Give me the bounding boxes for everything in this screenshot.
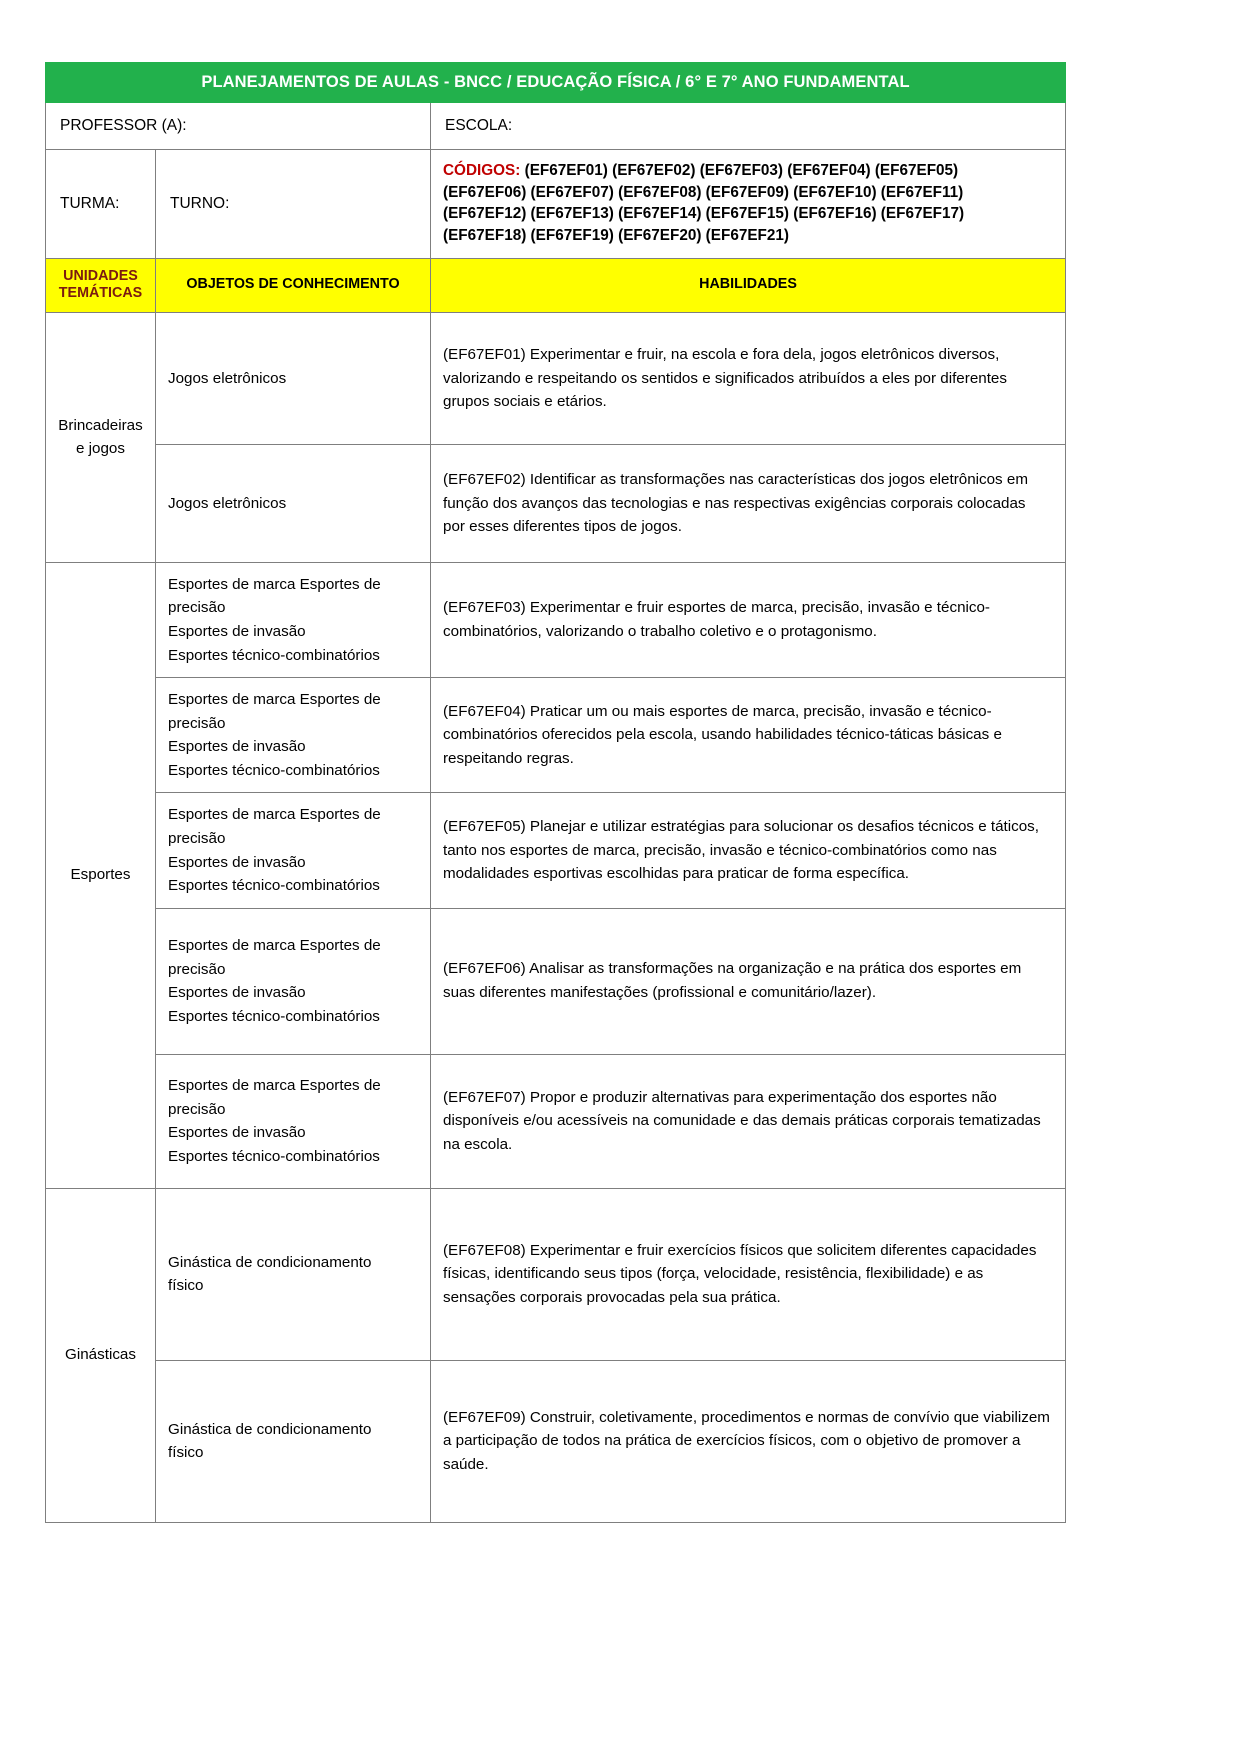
escola-label: ESCOLA: bbox=[445, 117, 513, 134]
turma-turno-codigos-row bbox=[46, 150, 1066, 259]
escola-field[interactable] bbox=[431, 103, 1066, 150]
habilidade-cell: (EF67EF02) Identificar as transformações nas características dos jogos eletrônicos em função dos avanços das tecnologias e nas respectivas exigências corporais colocadas por esses diferentes tipos de jogos. bbox=[431, 444, 1066, 562]
table-row bbox=[46, 562, 1066, 677]
objeto-line: precisão bbox=[168, 714, 226, 732]
unit-brincadeiras-e-jogos bbox=[46, 312, 156, 562]
table-row bbox=[46, 1188, 1066, 1360]
turno-field[interactable] bbox=[156, 150, 431, 259]
habilidade-cell: (EF67EF06) Analisar as transformações na organização e na prática dos esportes em suas diferentes manifestações (profissional e comunitário/lazer). bbox=[431, 908, 1066, 1054]
objeto-line: físico bbox=[168, 1444, 204, 1462]
table-row bbox=[46, 908, 1066, 1054]
unit-esportes bbox=[46, 562, 156, 1188]
habilidade-cell: (EF67EF01) Experimentar e fruir, na escola e fora dela, jogos eletrônicos diversos, valorizando e respeitando os sentidos e significados atribuídos a eles por diferentes grupos sociais e etários. bbox=[431, 312, 1066, 444]
objeto-line: Ginástica de condicionamento bbox=[168, 1253, 372, 1271]
objeto-line: Esportes de marca Esportes de bbox=[168, 575, 381, 593]
objeto-line: Esportes de invasão bbox=[168, 1124, 306, 1142]
objeto-line: Jogos eletrônicos bbox=[168, 494, 287, 512]
objeto-line: Jogos eletrônicos bbox=[168, 369, 287, 387]
unit-name-line1: Esportes bbox=[70, 866, 131, 884]
objeto-line: Esportes de marca Esportes de bbox=[168, 806, 381, 824]
header-habilidades: HABILIDADES bbox=[431, 258, 1066, 312]
habilidade-cell: (EF67EF09) Construir, coletivamente, procedimentos e normas de convívio que viabilizem a participação de todos na prática de exercícios físicos, com o objetivo de promover a saúde. bbox=[431, 1360, 1066, 1522]
table-row bbox=[46, 678, 1066, 793]
table-row bbox=[46, 444, 1066, 562]
lesson-plan-table bbox=[45, 62, 1066, 1523]
objeto-cell bbox=[156, 312, 431, 444]
habilidade-cell: (EF67EF03) Experimentar e fruir esportes de marca, precisão, invasão e técnico-combinatórios, valorizando o trabalho coletivo e o protagonismo. bbox=[431, 562, 1066, 677]
objeto-line: Esportes de marca Esportes de bbox=[168, 1077, 381, 1094]
table-row bbox=[46, 1054, 1066, 1188]
header-objetos-conhecimento: OBJETOS DE CONHECIMENTO bbox=[156, 258, 431, 312]
objeto-line: precisão bbox=[168, 960, 226, 978]
objeto-line: precisão bbox=[168, 1100, 226, 1118]
table-row bbox=[46, 312, 1066, 444]
habilidade-cell: (EF67EF04) Praticar um ou mais esportes de marca, precisão, invasão e técnico-combinatórios oferecidos pela escola, usando habilidades técnico-táticas básicas e respeitando regras. bbox=[431, 678, 1066, 793]
codigos-cell bbox=[431, 150, 1066, 259]
objeto-line: precisão bbox=[168, 829, 226, 847]
objeto-cell bbox=[156, 1054, 431, 1188]
objeto-line: físico bbox=[168, 1277, 204, 1295]
professor-label: PROFESSOR (A): bbox=[60, 117, 187, 134]
professor-field[interactable] bbox=[46, 103, 431, 150]
objeto-line: Ginástica de condicionamento bbox=[168, 1420, 372, 1438]
objeto-line: Esportes de marca Esportes de bbox=[168, 691, 381, 709]
title-row bbox=[46, 63, 1066, 103]
objeto-line: Esportes de invasão bbox=[168, 738, 306, 756]
objeto-line: Esportes técnico-combinatórios bbox=[168, 877, 380, 895]
unit-name-line1: Brincadeiras bbox=[58, 416, 143, 434]
header-unidades-tematicas bbox=[46, 258, 156, 312]
codigos-line-2: (EF67EF06) (EF67EF07) (EF67EF08) (EF67EF09) (EF67EF10) (EF67EF11) bbox=[443, 183, 964, 201]
objeto-line: Esportes técnico-combinatórios bbox=[168, 761, 380, 779]
column-header-row bbox=[46, 258, 1066, 312]
objeto-line: Esportes técnico-combinatórios bbox=[168, 646, 380, 664]
codigos-block bbox=[443, 160, 1053, 247]
codigos-label: CÓDIGOS: bbox=[443, 162, 521, 179]
unit-name-line1: Ginásticas bbox=[65, 1346, 136, 1364]
habilidade-cell: (EF67EF08) Experimentar e fruir exercícios físicos que solicitem diferentes capacidades físicas, identificando seus tipos (força, velocidade, resistência, flexibilidade) e as sensações corporais provocadas pela sua prática. bbox=[431, 1188, 1066, 1360]
objeto-cell bbox=[156, 908, 431, 1054]
objeto-line: Esportes de invasão bbox=[168, 984, 306, 1002]
objeto-cell bbox=[156, 1188, 431, 1360]
objeto-line: Esportes de marca Esportes de bbox=[168, 937, 381, 954]
table-row bbox=[46, 1360, 1066, 1522]
objeto-line: Esportes de invasão bbox=[168, 853, 306, 871]
turma-label: TURMA: bbox=[60, 194, 120, 212]
table-row bbox=[46, 793, 1066, 908]
title-banner-cell bbox=[46, 63, 1066, 103]
objeto-line: Esportes técnico-combinatórios bbox=[168, 1147, 380, 1165]
header-unidades-line2: TEMÁTICAS bbox=[58, 285, 143, 302]
objeto-line: precisão bbox=[168, 599, 226, 617]
unit-name-line2: e jogos bbox=[76, 440, 125, 458]
objeto-cell bbox=[156, 562, 431, 677]
objeto-cell bbox=[156, 444, 431, 562]
objeto-cell bbox=[156, 793, 431, 908]
objeto-line: Esportes de invasão bbox=[168, 623, 306, 640]
page-title: PLANEJAMENTOS DE AULAS - BNCC / EDUCAÇÃO FÍSICA / 6° E 7° ANO FUNDAMENTAL bbox=[201, 72, 910, 91]
turno-label: TURNO: bbox=[170, 194, 230, 212]
objeto-cell bbox=[156, 678, 431, 793]
objeto-cell bbox=[156, 1360, 431, 1522]
professor-escola-row bbox=[46, 103, 1066, 150]
codigos-line-1: (EF67EF01) (EF67EF02) (EF67EF03) (EF67EF04) (EF67EF05) bbox=[524, 162, 959, 179]
codigos-line-4: (EF67EF18) (EF67EF19) (EF67EF20) (EF67EF21) bbox=[443, 227, 789, 245]
unit-ginasticas bbox=[46, 1188, 156, 1522]
habilidade-cell: (EF67EF05) Planejar e utilizar estratégias para solucionar os desafios técnicos e táticos, tanto nos esportes de marca, precisão, invasão e técnico-combinatórios como nas modalidades esportivas escolhidas para praticar de forma específica. bbox=[431, 793, 1066, 908]
objeto-line: Esportes técnico-combinatórios bbox=[168, 1007, 380, 1025]
header-unidades-line1: UNIDADES bbox=[63, 267, 138, 284]
turma-field[interactable] bbox=[46, 150, 156, 259]
habilidade-cell: (EF67EF07) Propor e produzir alternativas para experimentação dos esportes não disponíveis e/ou acessíveis na comunidade e das demais práticas corporais tematizadas na escola. bbox=[431, 1054, 1066, 1188]
codigos-line-3: (EF67EF12) (EF67EF13) (EF67EF14) (EF67EF15) (EF67EF16) (EF67EF17) bbox=[443, 205, 965, 223]
